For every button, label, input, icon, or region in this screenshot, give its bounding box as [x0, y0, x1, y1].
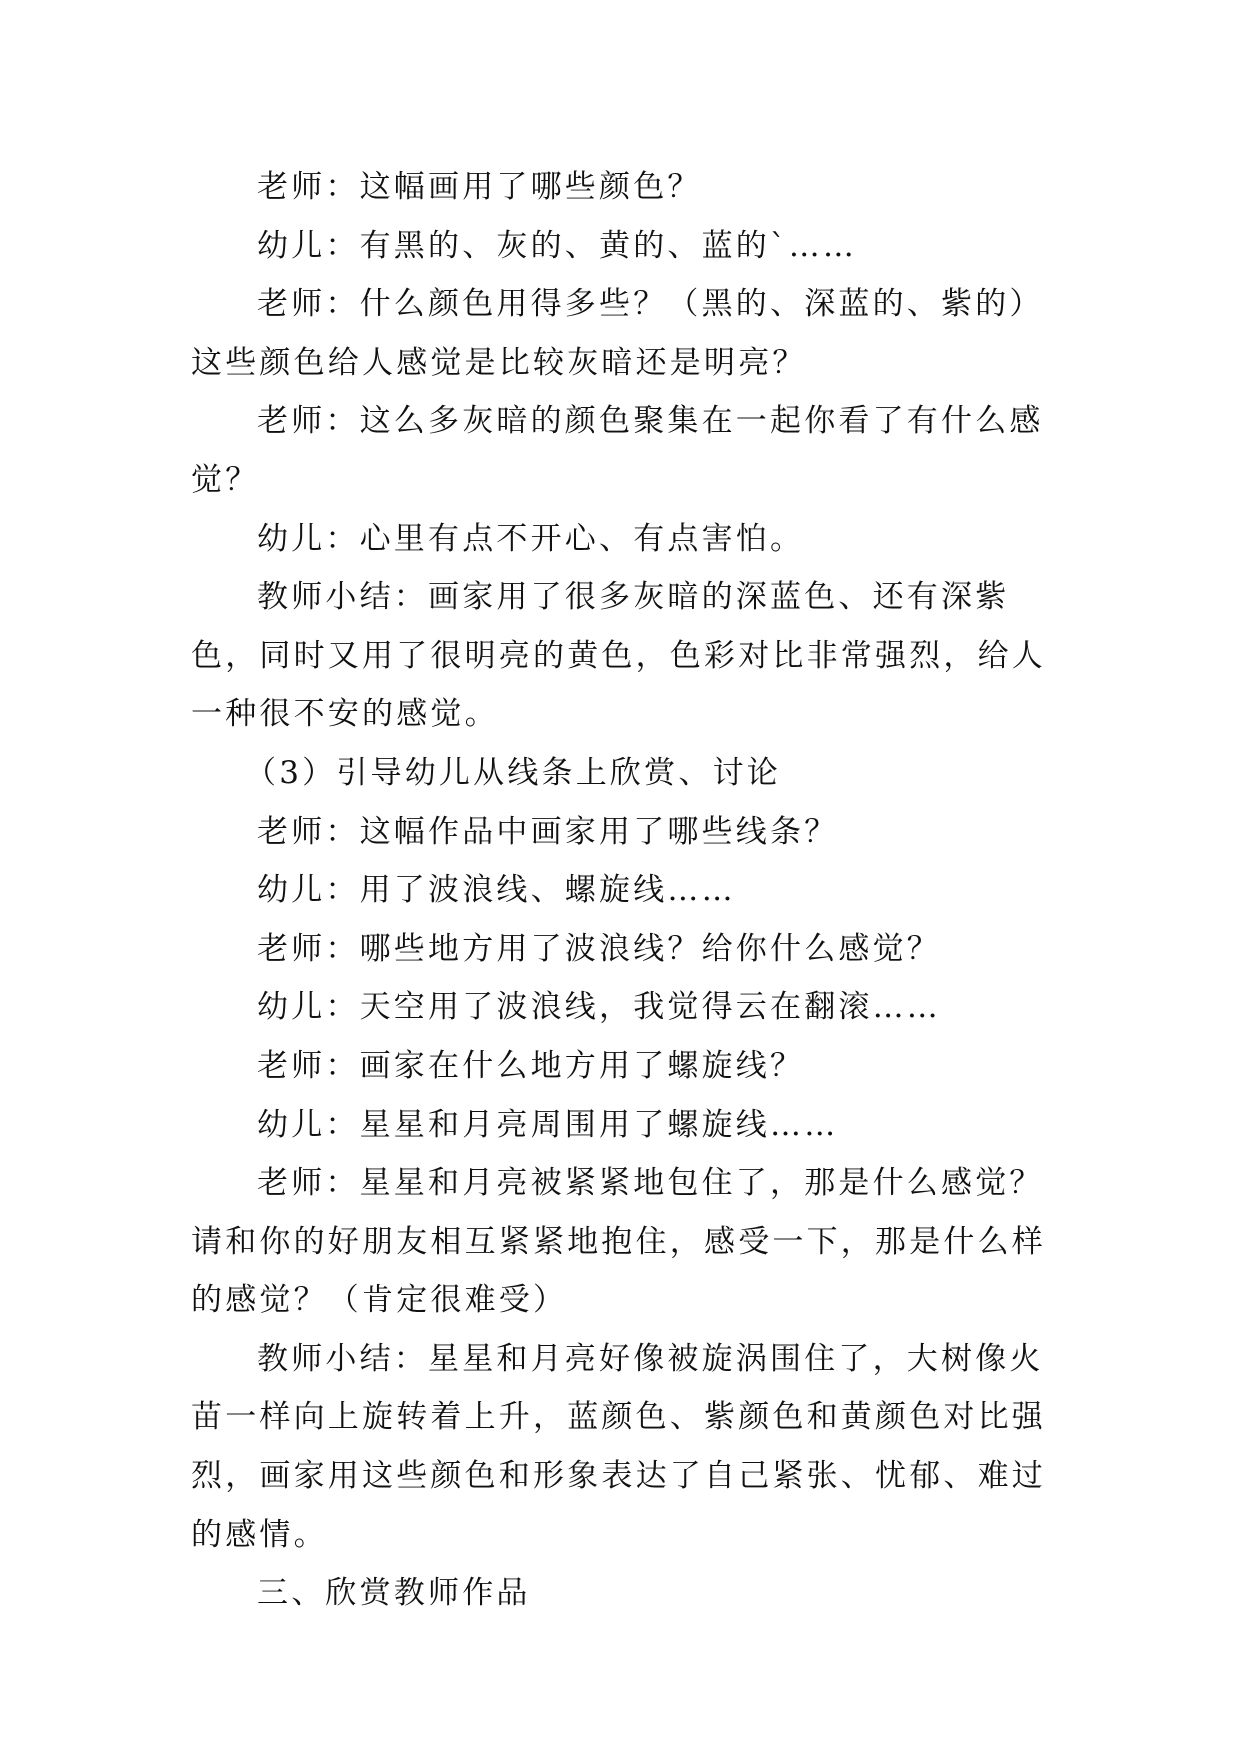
paragraph-teacher-summary-lines: 教师小结：星星和月亮好像被旋涡围住了，大树像火苗一样向上旋转着上升，蓝颜色、紫颜色和黄颜色对比强烈，画家用这些颜色和形象表达了自己紧张、忧郁、难过的感情。	[191, 1340, 1046, 1553]
section-heading-lines: （3）引导幼儿从线条上欣赏、讨论	[245, 754, 781, 791]
paragraph-teacher-question-feeling: 老师：这么多灰暗的颜色聚集在一起你看了有什么感觉？	[191, 403, 1044, 498]
paragraph-teacher-question-wavy: 老师：哪些地方用了波浪线？给你什么感觉？	[257, 930, 941, 967]
paragraph-teacher-hug-activity: 老师：星星和月亮被紧紧地包住了，那是什么感觉？请和你的好朋友相互紧紧地抱住，感受一下，那是什么样的感觉？（肯定很难受）	[191, 1165, 1046, 1319]
paragraph-teacher-question-dominant-colors: 老师：什么颜色用得多些？（黑的、深蓝的、紫的）这些颜色给人感觉是比较灰暗还是明亮？	[191, 286, 1044, 381]
paragraph-teacher-question-lines: 老师：这幅作品中画家用了哪些线条？	[257, 813, 839, 850]
section-heading-teacher-works: 三、欣赏教师作品	[257, 1575, 531, 1612]
paragraph-teacher-question-colors: 老师：这幅画用了哪些颜色？	[257, 169, 702, 205]
document-body	[191, 158, 1051, 1623]
paragraph-child-answer-feeling: 幼儿：心里有点不开心、有点害怕。	[257, 520, 805, 557]
paragraph-teacher-summary-colors: 教师小结：画家用了很多灰暗的深蓝色、还有深紫色，同时又用了很明亮的黄色，色彩对比非常强烈，给人一种很不安的感觉。	[191, 579, 1046, 733]
paragraph-teacher-question-spiral: 老师：画家在什么地方用了螺旋线？	[257, 1047, 805, 1084]
paragraph-child-answer-lines: 幼儿：用了波浪线、螺旋线……	[257, 872, 736, 909]
paragraph-child-answer-colors: 幼儿：有黑的、灰的、黄的、蓝的`……	[257, 227, 858, 264]
paragraph-child-answer-spiral: 幼儿：星星和月亮周围用了螺旋线……	[257, 1106, 839, 1143]
paragraph-child-answer-wavy: 幼儿：天空用了波浪线，我觉得云在翻滚……	[257, 989, 941, 1026]
